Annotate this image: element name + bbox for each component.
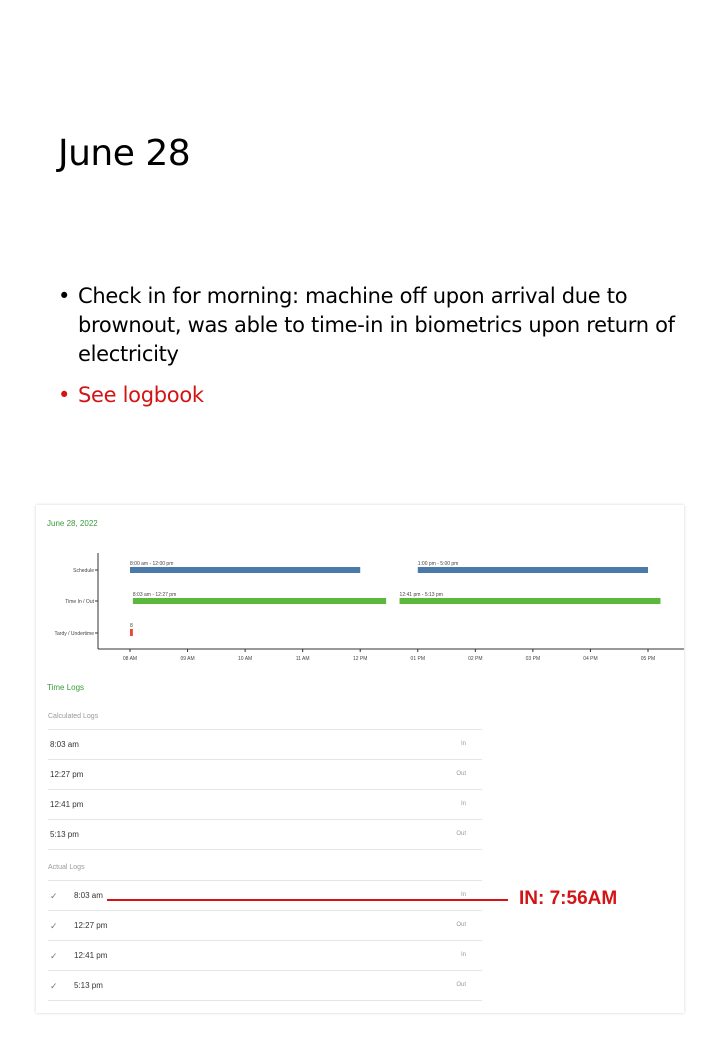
table-row [48,730,482,760]
checkmark-icon: ✓ [50,921,58,931]
calculated-logs [48,705,482,850]
log-type: In [460,741,466,747]
log-type: In [460,801,466,807]
bar-label: 8 [130,623,133,629]
checkmark-icon: ✓ [50,981,58,991]
y-tick-label: Schedule [73,568,94,574]
timeline-bar [130,567,360,573]
table-row [48,881,482,911]
bullet-item-logbook [56,381,676,410]
time-logs-title: Time Logs [47,683,85,692]
bullet-dot: • [58,284,71,308]
log-type: Out [456,922,466,928]
bar-label: 8:00 am - 12:00 pm [130,561,174,567]
log-type: Out [456,831,466,837]
log-time: 12:27 pm [50,770,84,779]
annotation-line [107,899,508,901]
attendance-panel [36,505,684,1013]
log-time: 5:13 pm [50,830,79,839]
table-row [48,911,482,941]
actual-logs [48,856,482,1001]
timeline-bar [418,567,648,573]
x-tick-label: 11 AM [295,656,310,662]
calculated-logs-label: Calculated Logs [48,705,482,730]
x-tick-label: 02 PM [468,656,483,662]
log-time: 12:41 pm [50,800,84,809]
table-row [48,760,482,790]
bullet-text: See logbook [78,383,204,407]
slide-title: June 28 [58,133,191,174]
x-tick-label: 08 AM [122,656,138,662]
x-tick-label: 01 PM [410,656,426,662]
log-time: 5:13 pm [74,981,103,990]
timeline-bar [130,629,133,636]
actual-logs-label: Actual Logs [48,856,482,881]
x-tick-label: 12 PM [352,656,368,662]
x-tick-label: 10 AM [238,656,253,662]
bullet-dot: • [58,383,71,407]
table-row [48,971,482,1001]
x-tick-label: 04 PM [583,656,598,662]
bar-label: 8:03 am - 12:27 pm [132,592,177,598]
x-tick-label: 05 PM [640,656,656,662]
checkmark-icon: ✓ [50,891,58,901]
bar-label: 1:00 pm - 5:00 pm [417,561,459,567]
table-row [48,790,482,820]
bullet-item-checkin [56,282,676,369]
log-time: 12:27 pm [74,921,108,930]
y-tick-label: Time In / Out [65,599,94,605]
bullet-list [56,282,676,422]
bullet-text: Check in for morning: machine off upon arrival due to brownout, was able to time-in in biometrics upon return of electricity [78,284,675,366]
y-tick-label: Tardy / Undertime [54,631,94,637]
table-row [48,820,482,850]
log-type: In [460,952,466,958]
x-tick-label: 09 AM [180,656,195,662]
log-type: Out [456,982,466,988]
attendance-timeline-chart [36,535,684,665]
log-time: 8:03 am [74,891,103,900]
table-row [48,941,482,971]
panel-date: June 28, 2022 [47,519,98,528]
log-time: 8:03 am [50,740,79,749]
timeline-bar [133,598,386,604]
log-type: Out [456,771,466,777]
log-type: In [460,892,466,898]
checkmark-icon: ✓ [50,951,58,961]
bar-label: 12:41 pm - 5:13 pm [399,592,443,598]
annotation-label: IN: 7:56AM [519,888,618,909]
x-tick-label: 03 PM [525,656,541,662]
timeline-bar [400,598,661,604]
log-time: 12:41 pm [74,951,108,960]
